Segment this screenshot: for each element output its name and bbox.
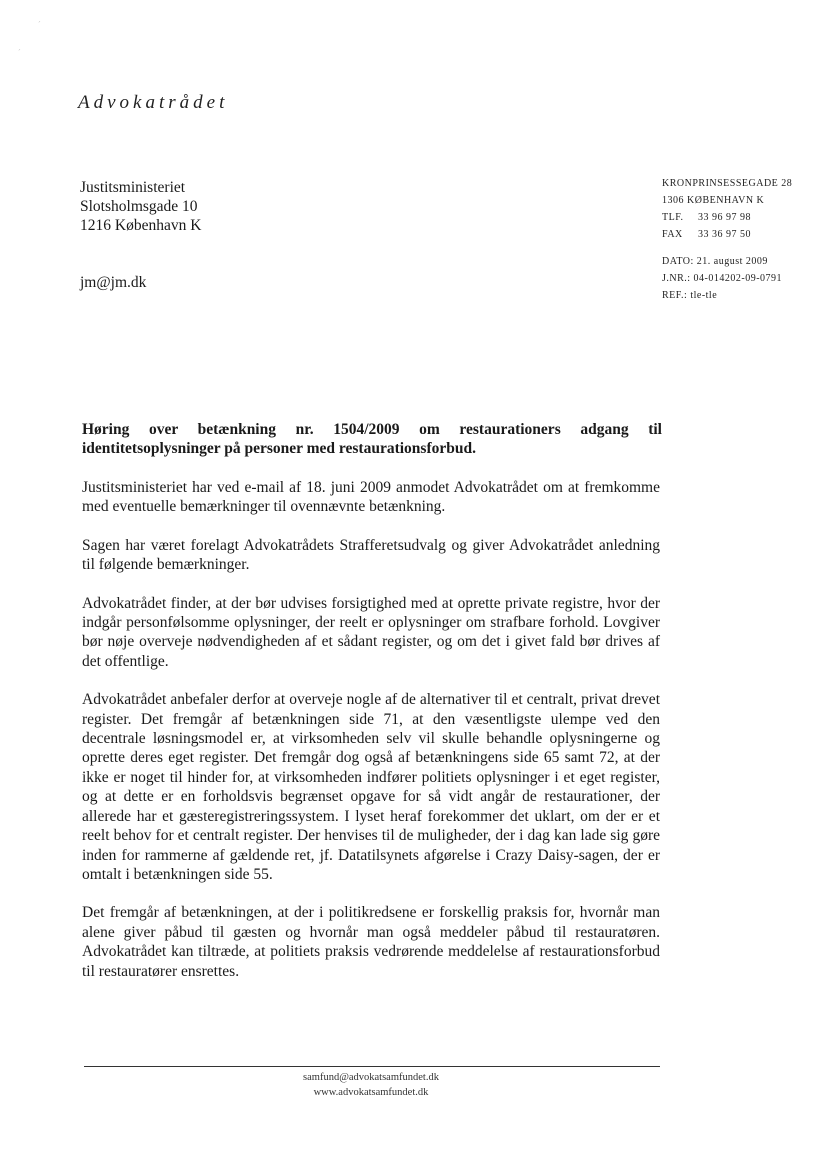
body-paragraph: Justitsministeriet har ved e-mail af 18. juni 2009 anmodet Advokatrådet om at fremkomme med eventuelle bemærkninger til ovennævnte betænkning. xyxy=(82,479,660,516)
body-paragraph: Advokatrådet finder, at der bør udvises forsigtighed med at oprette private registre, hvor der indgår personfølsomme oplysninger, der reelt er oplysninger om strafbare forhold. Lovgiver bør nøje overveje nødvendigheden af et sådant register, og om det i givet fald bør drives af det offentlige. xyxy=(82,594,660,670)
recipient-city: 1216 København K xyxy=(80,217,202,234)
phone-label: TLF. xyxy=(662,212,684,223)
body-paragraph: Det fremgår af betænkningen, at der i politikredsene er forskellig praksis for, hvornår man alene giver påbud til gæsten og hvornår man også meddeler påbud til restauratøren. Advokatrådet kan tiltræde, at politiets praksis vedrørende meddelelse af restaurationsforbud til restauratører ensrettes. xyxy=(82,904,660,980)
footer-divider xyxy=(84,1066,660,1067)
letter-date: DATO: 21. august 2009 xyxy=(662,256,768,267)
fax-value: 33 36 97 50 xyxy=(698,229,751,240)
letter-footer xyxy=(0,1070,742,1100)
scan-mark: ´ xyxy=(38,20,41,29)
sender-info xyxy=(662,175,792,304)
sender-street: KRONPRINSESSEGADE 28 xyxy=(662,178,793,189)
recipient-street: Slotsholmsgade 10 xyxy=(80,198,198,215)
sender-fax xyxy=(662,226,792,243)
sender-phone xyxy=(662,209,792,226)
body-paragraph: Advokatrådet anbefaler derfor at overveje nogle af de alternativer til et centralt, privat drevet register. Det fremgår af betænkningen side 71, at den væsentligste ulempe ved den decentrale løsningsmodel er, at virksomheden selv vil skulle behandle oplysningerne og oprette deres eget register. Det fremgår dog også af betænkningens side 65 samt 72, at der ikke er noget til hinder for, at virksomheden indfører politiets oplysninger i et eget register, og at dette er en forholdsvis begrænset opgave for så vidt angår de restaurationer, der allerede har et gæsteregistreringssystem. I lyset heraf forekommer det uklart, om der er et reelt behov for et centralt register. Der henvises til de muligheder, der i dag kan lade sig gøre inden for rammerne af gældende ret, jf. Datatilsynets afgørelse i Crazy Daisy-sagen, der er omtalt i betænkningen side 55. xyxy=(82,691,660,883)
fax-label: FAX xyxy=(662,229,683,240)
letter-subject: Høring over betænkning nr. 1504/2009 om restaurationers adgang til identitetsoplysninger på personer med restaurationsforbud. xyxy=(82,421,662,457)
scan-mark: ´ xyxy=(18,48,21,57)
recipient-address xyxy=(80,178,201,292)
sender-city: 1306 KØBENHAVN K xyxy=(662,195,765,206)
footer-email[interactable]: samfund@advokatsamfundet.dk xyxy=(303,1072,439,1083)
letterhead-logo: Advokatrådet xyxy=(78,92,229,113)
recipient-email[interactable]: jm@jm.dk xyxy=(80,274,147,291)
letter-body xyxy=(82,478,660,1000)
footer-website[interactable]: www.advokatsamfundet.dk xyxy=(313,1087,429,1098)
phone-value: 33 96 97 98 xyxy=(698,212,751,223)
recipient-name: Justitsministeriet xyxy=(80,179,186,196)
journal-number: J.NR.: 04-014202-09-0791 xyxy=(662,273,783,284)
reference: REF.: tle-tle xyxy=(662,290,718,301)
body-paragraph: Sagen har været forelagt Advokatrådets Strafferetsudvalg og giver Advokatrådet anledning til følgende bemærkninger. xyxy=(82,536,660,574)
